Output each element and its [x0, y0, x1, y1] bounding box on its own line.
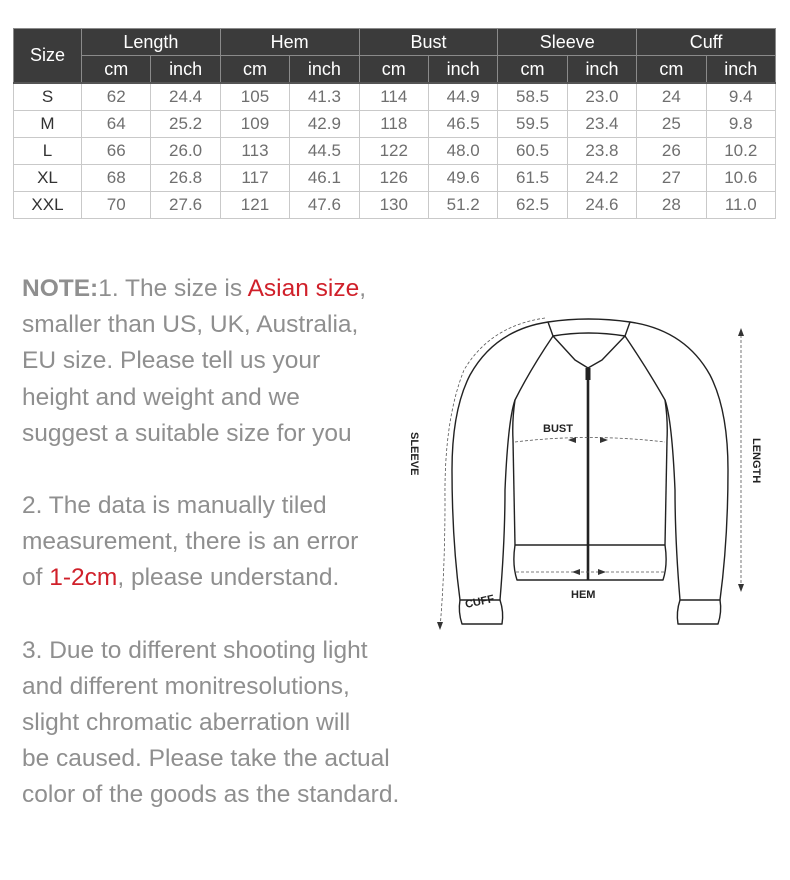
table-cell: 62.5 — [498, 192, 567, 219]
size-label-cell: M — [14, 111, 82, 138]
note-3-line: and different monitresolutions, — [22, 672, 350, 700]
table-cell: 9.8 — [706, 111, 775, 138]
unit-header: inch — [290, 56, 359, 84]
table-cell: 26.8 — [151, 165, 220, 192]
table-cell: 113 — [220, 138, 289, 165]
hem-band — [514, 545, 666, 580]
table-cell: 46.1 — [290, 165, 359, 192]
right-sleeve — [630, 322, 728, 600]
table-cell: 26.0 — [151, 138, 220, 165]
table-row — [14, 165, 776, 192]
table-cell: 24.6 — [567, 192, 636, 219]
table-cell: 48.0 — [428, 138, 497, 165]
table-cell: 46.5 — [428, 111, 497, 138]
cuff-group-header: Cuff — [637, 29, 776, 56]
jacket-collar — [548, 319, 630, 336]
length-group-header: Length — [82, 29, 221, 56]
hem-arrow-left — [572, 569, 580, 575]
note-1-line: suggest a suitable size for you — [22, 419, 352, 447]
table-cell: 121 — [220, 192, 289, 219]
unit-header-row — [14, 56, 776, 84]
size-chart-table — [13, 28, 776, 219]
table-cell: 61.5 — [498, 165, 567, 192]
left-sleeve — [452, 322, 548, 600]
unit-header: cm — [637, 56, 706, 84]
note-2 — [22, 488, 452, 597]
unit-header: inch — [428, 56, 497, 84]
table-cell: 62 — [82, 83, 151, 111]
jacket-neckline — [553, 336, 625, 368]
size-column-header: Size — [14, 29, 82, 84]
table-cell: 27.6 — [151, 192, 220, 219]
unit-header: inch — [567, 56, 636, 84]
table-cell: 58.5 — [498, 83, 567, 111]
table-cell: 70 — [82, 192, 151, 219]
table-cell: 60.5 — [498, 138, 567, 165]
note-label: NOTE: — [22, 275, 99, 302]
table-cell: 11.0 — [706, 192, 775, 219]
size-label-cell: L — [14, 138, 82, 165]
note-2-line: measurement, there is an error — [22, 528, 359, 556]
table-cell: 25 — [637, 111, 706, 138]
note-1 — [22, 271, 452, 452]
table-cell: 10.6 — [706, 165, 775, 192]
sleeve-group-header: Sleeve — [498, 29, 637, 56]
note-2-of: of — [22, 564, 50, 592]
table-cell: 126 — [359, 165, 428, 192]
table-cell: 25.2 — [151, 111, 220, 138]
right-raglan-seam — [625, 336, 667, 440]
table-cell: 59.5 — [498, 111, 567, 138]
hem-group-header: Hem — [220, 29, 359, 56]
note-1-comma: , — [359, 275, 367, 302]
table-cell: 23.8 — [567, 138, 636, 165]
table-cell: 24.4 — [151, 83, 220, 111]
jacket-outline — [452, 319, 728, 624]
left-body-side — [513, 440, 515, 545]
bust-group-header: Bust — [359, 29, 498, 56]
table-cell: 47.6 — [290, 192, 359, 219]
table-cell: 51.2 — [428, 192, 497, 219]
note-3-line: slight chromatic aberration will — [22, 709, 351, 737]
size-label-cell: S — [14, 83, 82, 111]
table-cell: 114 — [359, 83, 428, 111]
size-label-cell: XL — [14, 165, 82, 192]
sleeve-label: SLEEVE — [408, 432, 420, 476]
note-3-line: be caused. Please take the actual — [22, 745, 390, 773]
hem-label: HEM — [571, 589, 596, 601]
table-cell: 41.3 — [290, 83, 359, 111]
note-3-line: 3. Due to different shooting light — [22, 636, 368, 664]
error-range-highlight: 1-2cm — [49, 564, 118, 592]
table-cell: 9.4 — [706, 83, 775, 111]
table-cell: 66 — [82, 138, 151, 165]
table-cell: 105 — [220, 83, 289, 111]
table-row — [14, 138, 776, 165]
note-3 — [22, 633, 452, 814]
table-cell: 27 — [637, 165, 706, 192]
table-cell: 23.0 — [567, 83, 636, 111]
measurement-guides — [440, 318, 741, 628]
right-cuff — [677, 600, 720, 624]
note-1-line: smaller than US, UK, Australia, — [22, 311, 359, 339]
table-cell: 44.5 — [290, 138, 359, 165]
right-body-side — [665, 440, 667, 545]
length-label: LENGTH — [750, 438, 762, 484]
unit-header: cm — [359, 56, 428, 84]
note-2-rest: , please understand. — [117, 564, 340, 592]
table-cell: 130 — [359, 192, 428, 219]
table-cell: 24.2 — [567, 165, 636, 192]
unit-header: inch — [151, 56, 220, 84]
table-cell: 68 — [82, 165, 151, 192]
sleeve-guide — [440, 318, 545, 628]
note-2-line: 2. The data is manually tiled — [22, 492, 327, 520]
table-cell: 64 — [82, 111, 151, 138]
table-cell: 24 — [637, 83, 706, 111]
jacket-measurement-diagram — [395, 300, 785, 650]
unit-header: cm — [498, 56, 567, 84]
note-1-line: EU size. Please tell us your — [22, 347, 321, 375]
table-row — [14, 83, 776, 111]
table-cell: 10.2 — [706, 138, 775, 165]
cuff-label: CUFF — [464, 593, 496, 611]
table-row — [14, 111, 776, 138]
table-cell: 117 — [220, 165, 289, 192]
size-label-cell: XXL — [14, 192, 82, 219]
table-cell: 44.9 — [428, 83, 497, 111]
size-notes — [22, 271, 452, 814]
unit-header: cm — [82, 56, 151, 84]
table-cell: 118 — [359, 111, 428, 138]
hem-arrow-right — [598, 569, 606, 575]
table-cell: 109 — [220, 111, 289, 138]
table-cell: 23.4 — [567, 111, 636, 138]
bust-label: BUST — [543, 423, 573, 435]
table-cell: 42.9 — [290, 111, 359, 138]
asian-size-highlight: Asian size — [247, 275, 360, 302]
table-cell: 122 — [359, 138, 428, 165]
zipper-pull — [586, 368, 591, 380]
note-1-line: height and weight and we — [22, 383, 300, 411]
table-row — [14, 192, 776, 219]
size-group-header-row — [14, 29, 776, 56]
table-cell: 28 — [637, 192, 706, 219]
length-arrow-down — [738, 584, 744, 592]
note-3-line: color of the goods as the standard. — [22, 781, 400, 809]
bust-guide — [515, 438, 665, 443]
note-1-text: 1. The size is — [98, 275, 248, 302]
unit-header: inch — [706, 56, 775, 84]
unit-header: cm — [220, 56, 289, 84]
length-arrow-up — [738, 328, 744, 336]
sleeve-arrow-down — [437, 622, 443, 630]
table-cell: 49.6 — [428, 165, 497, 192]
table-cell: 26 — [637, 138, 706, 165]
